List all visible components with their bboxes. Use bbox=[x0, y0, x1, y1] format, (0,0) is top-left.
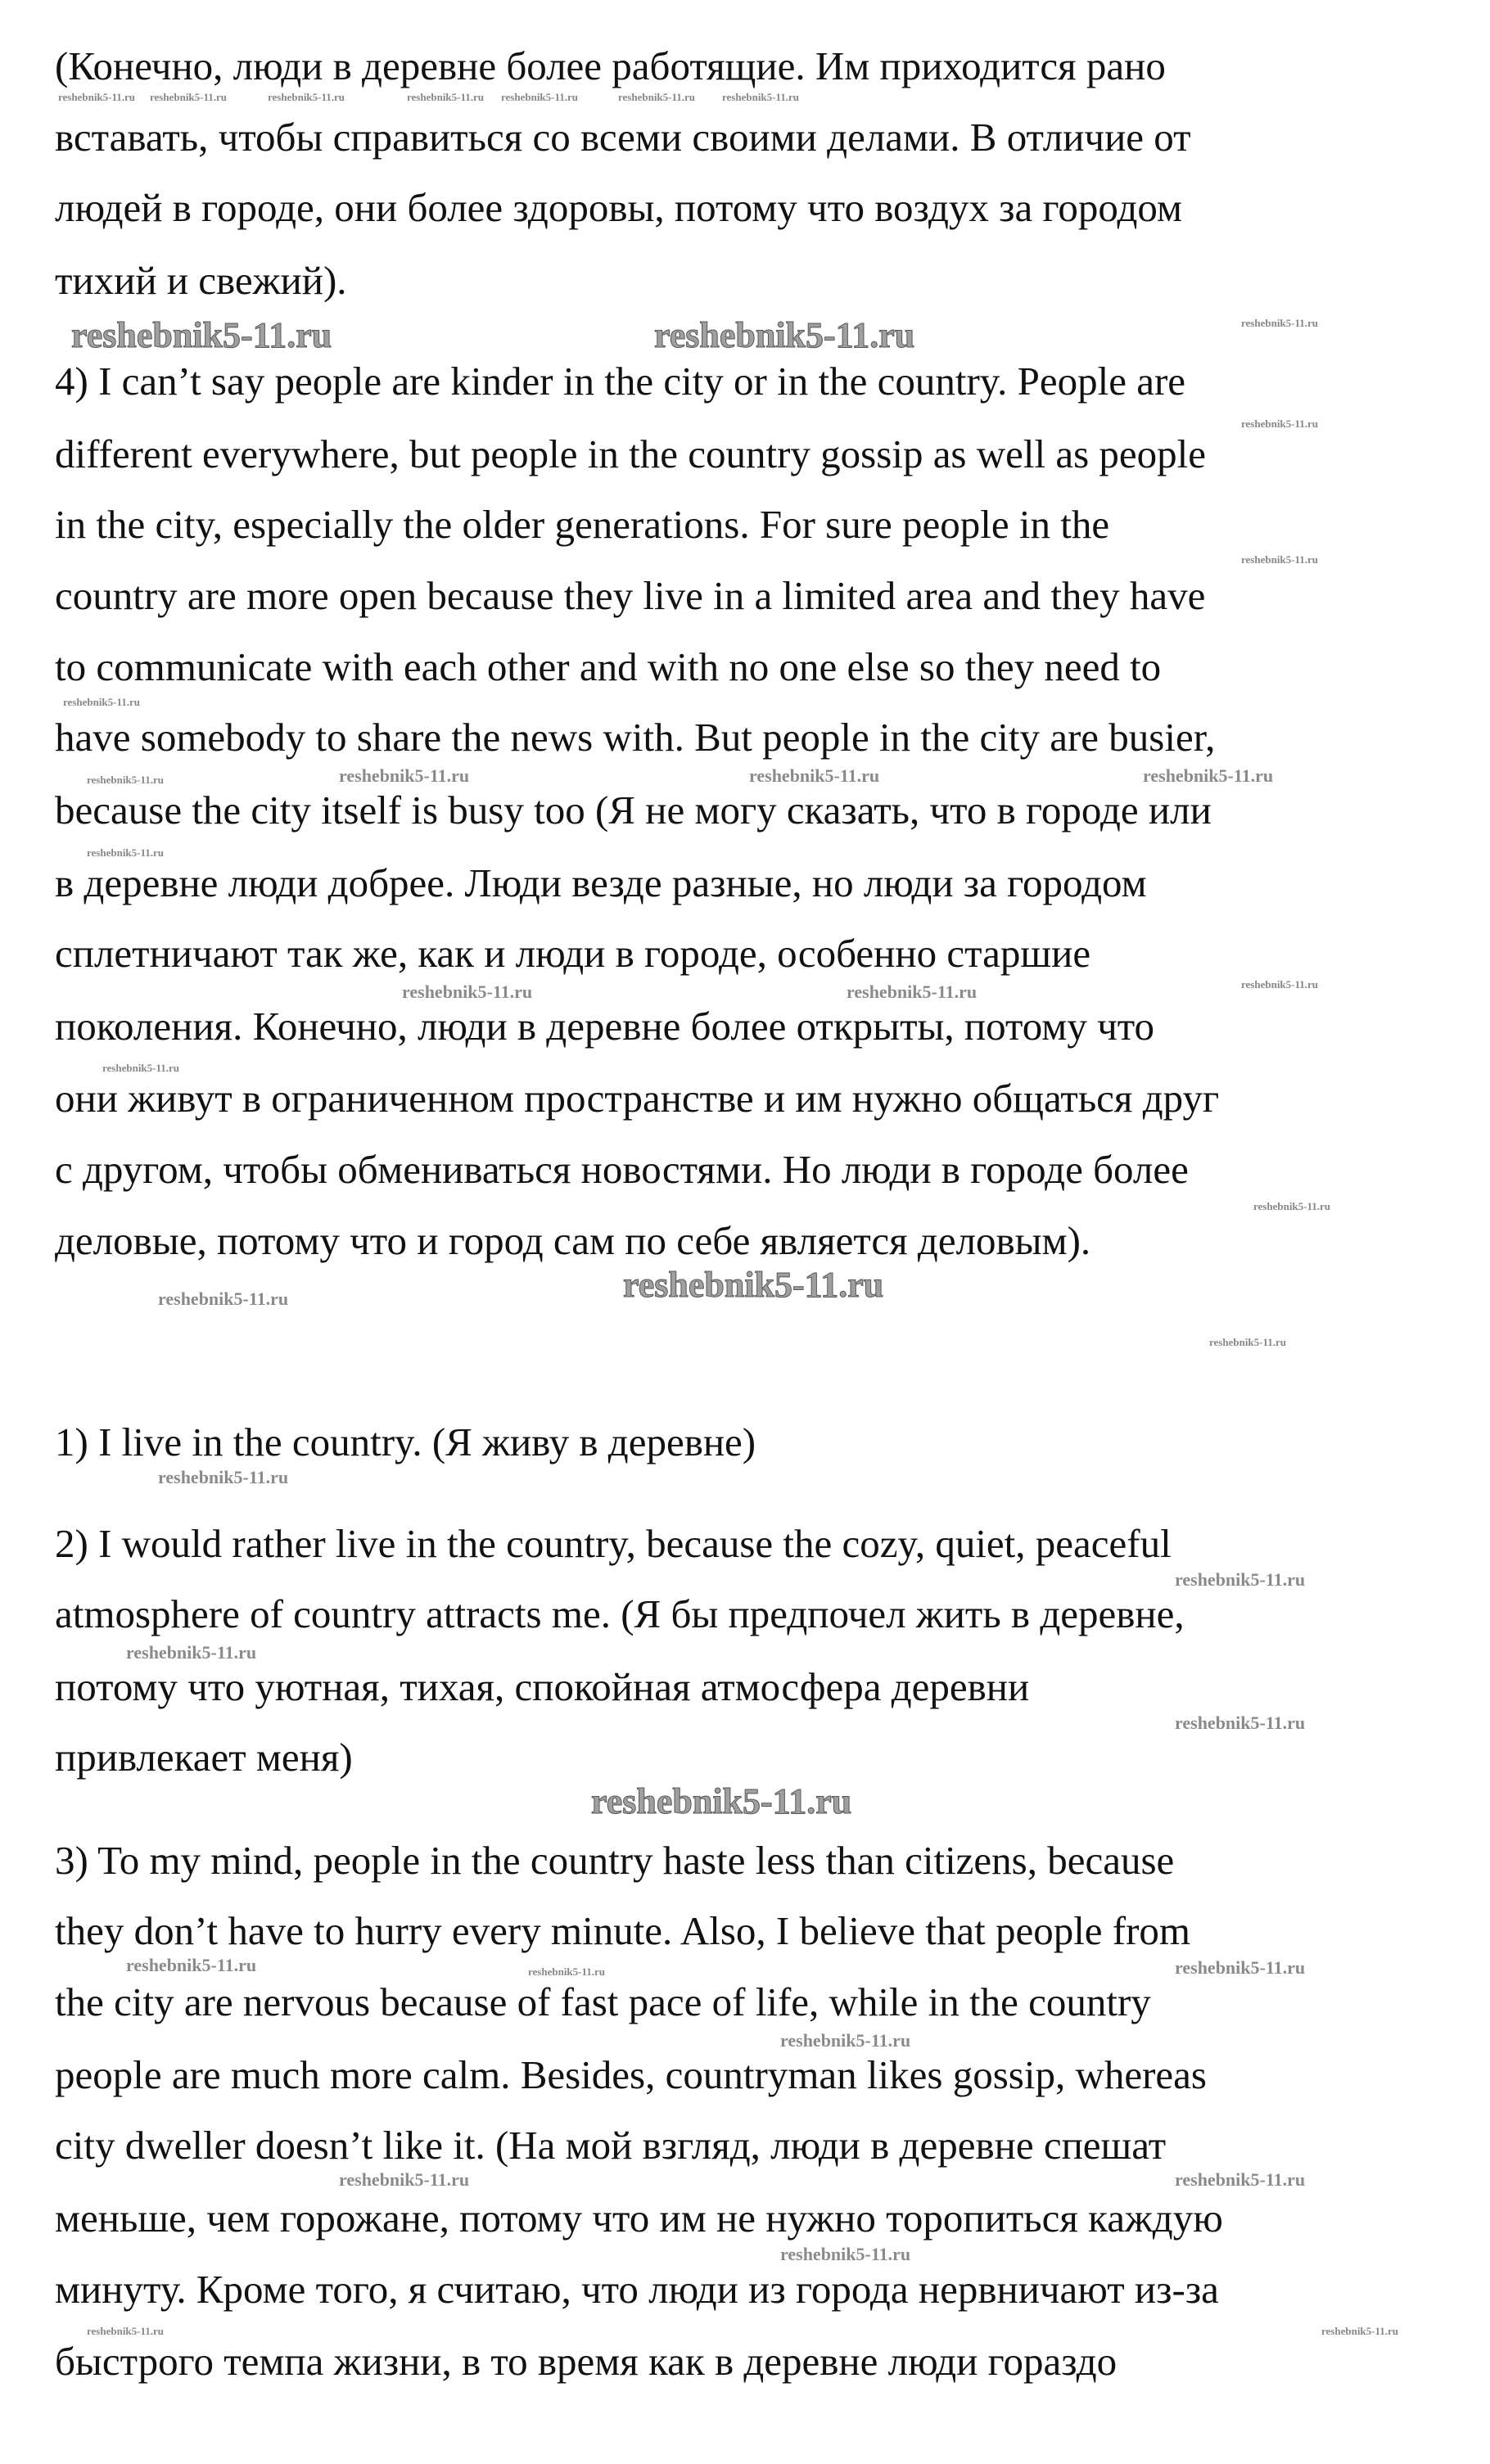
watermark: reshebnik5-11.ru bbox=[407, 91, 485, 103]
watermark: reshebnik5-11.ru bbox=[158, 1467, 289, 1487]
watermark: reshebnik5-11.ru bbox=[1175, 1957, 1306, 1978]
watermark: reshebnik5-11.ru bbox=[591, 1781, 852, 1821]
text-line: 1) I live in the country. (Я живу в деревне) bbox=[55, 1419, 756, 1464]
text-line: меньше, чем горожане, потому что им не нужно торопиться каждую bbox=[55, 2195, 1223, 2241]
text-line: вставать, чтобы справиться со всеми своими делами. В отличие от bbox=[55, 115, 1191, 160]
text-line: city dweller doesn’t like it. (На мой взгляд, люди в деревне спешат bbox=[55, 2123, 1167, 2168]
text-line: (Конечно, люди в деревне более работящие. Им приходится рано bbox=[55, 43, 1166, 88]
watermark: reshebnik5-11.ru bbox=[1175, 1569, 1306, 1590]
watermark: reshebnik5-11.ru bbox=[1253, 1200, 1331, 1212]
text-line: людей в городе, они более здоровы, потому что воздух за городом bbox=[55, 185, 1183, 230]
watermark: reshebnik5-11.ru bbox=[623, 1265, 884, 1305]
watermark: reshebnik5-11.ru bbox=[749, 765, 880, 786]
watermark: reshebnik5-11.ru bbox=[722, 91, 800, 103]
watermark: reshebnik5-11.ru bbox=[71, 315, 332, 355]
watermark: reshebnik5-11.ru bbox=[102, 1062, 180, 1074]
watermark: reshebnik5-11.ru bbox=[126, 1642, 257, 1663]
watermark: reshebnik5-11.ru bbox=[618, 91, 696, 103]
text-line: different everywhere, but people in the country gossip as well as people bbox=[55, 431, 1207, 476]
watermark: reshebnik5-11.ru bbox=[780, 2244, 911, 2264]
text-line: в деревне люди добрее. Люди везде разные, но люди за городом bbox=[55, 860, 1147, 905]
watermark: reshebnik5-11.ru bbox=[1175, 1713, 1306, 1733]
watermark: reshebnik5-11.ru bbox=[1143, 765, 1274, 786]
watermark: reshebnik5-11.ru bbox=[87, 2325, 165, 2337]
text-line: because the city itself is busy too (Я не могу сказать, что в городе или bbox=[55, 787, 1212, 833]
watermark: reshebnik5-11.ru bbox=[780, 2030, 911, 2051]
text-line: деловые, потому что и город сам по себе является деловым). bbox=[55, 1218, 1091, 1263]
watermark: reshebnik5-11.ru bbox=[1175, 2169, 1306, 2190]
watermark: reshebnik5-11.ru bbox=[268, 91, 345, 103]
watermark: reshebnik5-11.ru bbox=[126, 1955, 257, 1975]
watermark: reshebnik5-11.ru bbox=[1321, 2325, 1399, 2337]
watermark: reshebnik5-11.ru bbox=[158, 1288, 289, 1309]
text-line: минуту. Кроме того, я считаю, что люди из города нервничают из-за bbox=[55, 2267, 1219, 2312]
text-line: сплетничают так же, как и люди в городе, особенно старшие bbox=[55, 931, 1091, 976]
watermark: reshebnik5-11.ru bbox=[1241, 978, 1319, 991]
watermark: reshebnik5-11.ru bbox=[528, 1965, 606, 1978]
text-line: atmosphere of country attracts me. (Я бы предпочел жить в деревне, bbox=[55, 1591, 1185, 1636]
watermark: reshebnik5-11.ru bbox=[87, 774, 165, 786]
watermark: reshebnik5-11.ru bbox=[1241, 317, 1319, 329]
watermark: reshebnik5-11.ru bbox=[501, 91, 579, 103]
text-line: to communicate with each other and with no one else so they need to bbox=[55, 644, 1162, 689]
text-line: тихий и свежий). bbox=[55, 258, 347, 303]
text-line: have somebody to share the news with. But people in the city are busier, bbox=[55, 715, 1216, 760]
text-line: they don’t have to hurry every minute. Also, I believe that people from bbox=[55, 1908, 1191, 1953]
text-line: потому что уютная, тихая, спокойная атмосфера деревни bbox=[55, 1664, 1030, 1709]
text-line: people are much more calm. Besides, countryman likes gossip, whereas bbox=[55, 2052, 1207, 2097]
text-line: in the city, especially the older generations. For sure people in the bbox=[55, 502, 1110, 547]
watermark: reshebnik5-11.ru bbox=[63, 696, 141, 708]
text-line: они живут в ограниченном пространстве и им нужно общаться друг bbox=[55, 1076, 1220, 1121]
text-line: country are more open because they live in a limited area and they have bbox=[55, 573, 1206, 618]
text-line: 3) To my mind, people in the country haste less than citizens, because bbox=[55, 1838, 1175, 1883]
watermark: reshebnik5-11.ru bbox=[1209, 1336, 1287, 1348]
watermark: reshebnik5-11.ru bbox=[654, 315, 915, 355]
watermark: reshebnik5-11.ru bbox=[339, 765, 470, 786]
watermark: reshebnik5-11.ru bbox=[150, 91, 228, 103]
text-line: 2) I would rather live in the country, because the cozy, quiet, peaceful bbox=[55, 1521, 1172, 1566]
text-line: 4) I can’t say people are kinder in the city or in the country. People are bbox=[55, 359, 1186, 404]
watermark: reshebnik5-11.ru bbox=[402, 982, 533, 1002]
watermark: reshebnik5-11.ru bbox=[339, 2169, 470, 2190]
watermark: reshebnik5-11.ru bbox=[87, 846, 165, 859]
watermark: reshebnik5-11.ru bbox=[1241, 553, 1319, 566]
watermark: reshebnik5-11.ru bbox=[58, 91, 136, 103]
text-line: привлекает меня) bbox=[55, 1735, 353, 1780]
text-line: the city are nervous because of fast pace of life, while in the country bbox=[55, 1979, 1151, 2024]
text-line: поколения. Конечно, люди в деревне более открыты, потому что bbox=[55, 1004, 1154, 1049]
watermark: reshebnik5-11.ru bbox=[847, 982, 978, 1002]
watermark: reshebnik5-11.ru bbox=[1241, 417, 1319, 430]
text-line: с другом, чтобы обмениваться новостями. Но люди в городе более bbox=[55, 1147, 1189, 1192]
text-line: быстрого темпа жизни, в то время как в деревне люди гораздо bbox=[55, 2339, 1118, 2384]
